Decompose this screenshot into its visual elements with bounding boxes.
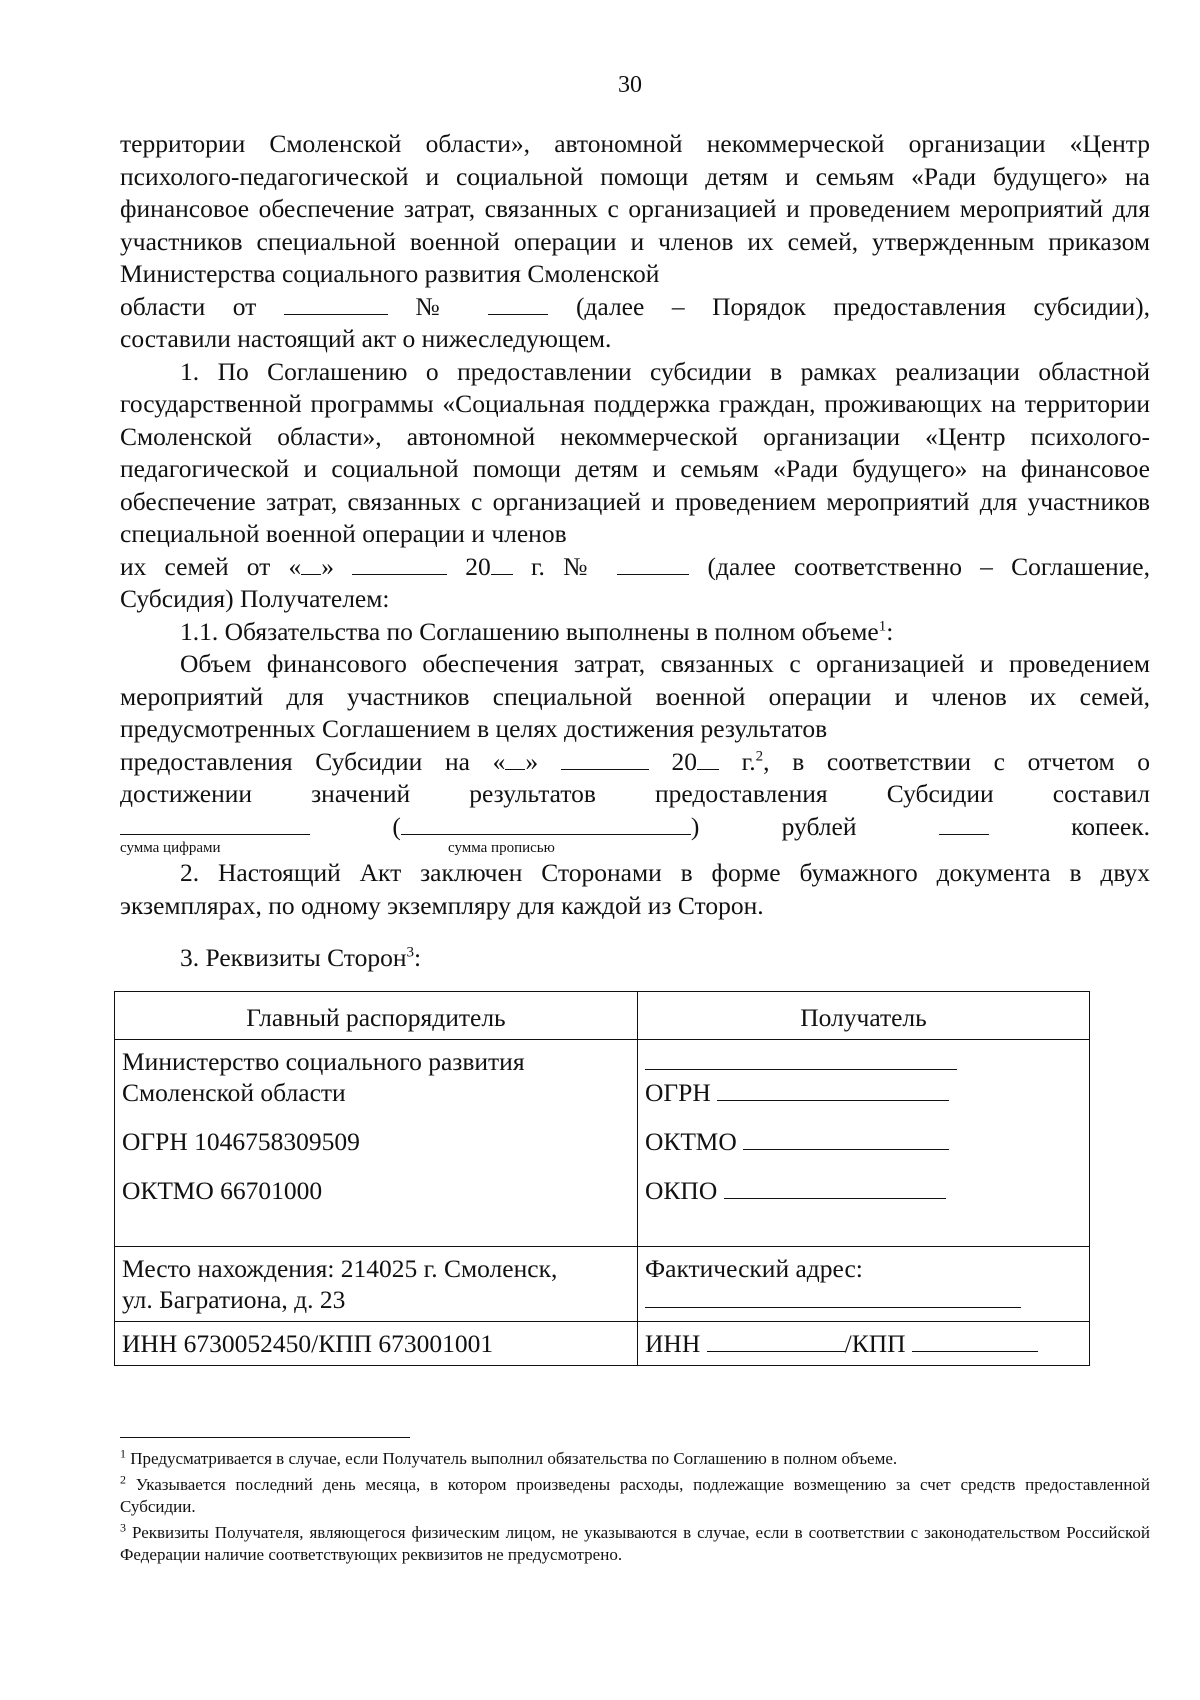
paragraph-1-end: Субсидия) Получателем: bbox=[120, 584, 390, 613]
provision-year-prefix: 20 bbox=[671, 746, 697, 776]
footnote-ref-2[interactable]: 2 bbox=[755, 748, 764, 764]
right-oktmo-line bbox=[645, 1126, 1082, 1157]
left-inn-cell: ИНН 6730052450/КПП 673001001 bbox=[115, 1322, 638, 1366]
left-oktmo: ОКТМО 66701000 bbox=[122, 1176, 323, 1205]
right-inn-cell bbox=[638, 1322, 1090, 1366]
close-paren: ) bbox=[690, 811, 700, 841]
intro-date-line bbox=[120, 291, 1150, 324]
right-okpo-line bbox=[645, 1175, 1082, 1206]
intro-from-label: области от bbox=[120, 291, 257, 321]
right-oktmo-blank[interactable] bbox=[743, 1127, 949, 1150]
footnote-divider bbox=[120, 1437, 410, 1438]
volume-paragraph bbox=[120, 648, 1150, 746]
right-ogrn-label: ОГРН bbox=[645, 1078, 711, 1107]
table-row-address bbox=[115, 1247, 1090, 1322]
paragraph-3-colon: : bbox=[414, 943, 422, 972]
footnote-3 bbox=[120, 1522, 1150, 1566]
volume-text: Объем финансового обеспечения затрат, связанных с организацией и проведением мероприятий для участников специальной военной операции и членов их семей, предусмотренных Соглашением в целях достижения результатов bbox=[120, 649, 1150, 743]
amount-digits-blank[interactable] bbox=[120, 812, 310, 835]
right-identifiers-cell bbox=[638, 1040, 1090, 1247]
open-paren: ( bbox=[392, 811, 401, 841]
intro-end: составили настоящий акт о нижеследующем. bbox=[120, 324, 612, 353]
agreement-date-prefix: их семей от « bbox=[120, 551, 302, 581]
document-body bbox=[120, 128, 1150, 975]
recipient-name-blank[interactable] bbox=[645, 1047, 957, 1070]
footnote-1-number: 1 bbox=[120, 1446, 126, 1461]
left-identifiers-cell bbox=[115, 1040, 638, 1247]
agreement-year-blank[interactable] bbox=[491, 552, 513, 575]
right-okpo-blank[interactable] bbox=[724, 1176, 946, 1199]
recipient-name-line bbox=[645, 1046, 1082, 1077]
kopecks-label: копеек. bbox=[1071, 811, 1150, 841]
paragraph-2: 2. Настоящий Акт заключен Сторонами в форме бумажного документа в двух экземплярах, по одному экземпляру для каждой из Сторон. bbox=[120, 858, 1150, 920]
left-address-cell bbox=[115, 1247, 638, 1322]
footnote-1-text: Предусматривается в случае, если Получатель выполнил обязательства по Соглашению в полном объеме. bbox=[130, 1449, 898, 1468]
paragraph-1-1-colon: : bbox=[886, 616, 894, 646]
right-address-label: Фактический адрес: bbox=[645, 1254, 863, 1283]
footnotes bbox=[120, 1448, 1150, 1570]
kopecks-blank[interactable] bbox=[939, 812, 989, 835]
right-oktmo-label: ОКТМО bbox=[645, 1127, 737, 1156]
right-address-blank[interactable] bbox=[645, 1285, 1021, 1308]
agreement-number-blank[interactable] bbox=[617, 552, 689, 575]
paragraph-3 bbox=[120, 942, 1150, 975]
agreement-day-blank[interactable] bbox=[301, 552, 321, 575]
right-inn-label: ИНН bbox=[645, 1329, 701, 1358]
paragraph-1-1-text: 1.1. Обязательства по Соглашению выполнены в полном объеме bbox=[180, 616, 879, 646]
provision-suffix: , в соответствии с отчетом о bbox=[763, 746, 1151, 776]
right-kpp-label: /КПП bbox=[844, 1329, 906, 1358]
right-kpp-blank[interactable] bbox=[912, 1329, 1038, 1352]
left-address-1: Место нахождения: 214025 г. Смоленск, bbox=[122, 1254, 558, 1283]
paragraph-1 bbox=[120, 356, 1150, 551]
order-number-blank[interactable] bbox=[488, 292, 548, 315]
agreement-year-prefix: 20 bbox=[465, 551, 491, 581]
footnote-3-text: Реквизиты Получателя, являющегося физическим лицом, не указываются в случае, если в соответствии с законодательством Российской Федерации наличие соответствующих реквизитов не предусмотрено. bbox=[120, 1523, 1150, 1564]
right-address-line bbox=[645, 1284, 1082, 1315]
provision-month-blank[interactable] bbox=[561, 747, 649, 770]
left-ogrn: ОГРН 1046758309509 bbox=[122, 1127, 360, 1156]
provision-date-prefix: предоставления Субсидии на « bbox=[120, 746, 506, 776]
intro-paragraph bbox=[120, 128, 1150, 291]
right-inn-blank[interactable] bbox=[707, 1329, 845, 1352]
volume-last-line: достижении значений результатов предоставления Субсидии составил bbox=[120, 779, 1150, 808]
rubles-label: рублей bbox=[781, 811, 857, 841]
right-okpo-label: ОКПО bbox=[645, 1176, 718, 1205]
caption-words: сумма прописью bbox=[448, 840, 555, 856]
agreement-date-quote: » bbox=[321, 551, 334, 581]
amount-captions bbox=[120, 839, 1150, 857]
order-date-blank[interactable] bbox=[284, 292, 388, 315]
footnote-ref-3[interactable]: 3 bbox=[406, 944, 414, 961]
table-header-row bbox=[115, 992, 1090, 1040]
intro-from-suffix: (далее – Порядок предоставления субсидии), bbox=[575, 291, 1150, 321]
requisites-table bbox=[114, 991, 1090, 1366]
footnote-2 bbox=[120, 1474, 1150, 1518]
volume-date-line bbox=[120, 746, 1150, 779]
agreement-number-label: г. № bbox=[530, 551, 600, 581]
table-row-inn bbox=[115, 1322, 1090, 1366]
agreement-date-suffix: (далее соответственно – Соглашение, bbox=[707, 551, 1150, 581]
agreement-month-blank[interactable] bbox=[352, 552, 447, 575]
footnote-2-number: 2 bbox=[120, 1472, 126, 1487]
order-number-sign: № bbox=[415, 291, 461, 321]
provision-year-blank[interactable] bbox=[697, 747, 719, 770]
left-org-name-1: Министерство социального развития bbox=[122, 1047, 525, 1076]
right-ogrn-blank[interactable] bbox=[717, 1078, 949, 1101]
footnote-3-number: 3 bbox=[120, 1520, 126, 1535]
footnote-1 bbox=[120, 1448, 1150, 1470]
right-ogrn-line bbox=[645, 1077, 1082, 1108]
intro-text: территории Смоленской области», автономной некоммерческой организации «Центр психолого-педагогической и социальной помощи детям и семьям «Ради будущего» на финансовое обеспечение затрат, связанных с организацией и проведением мероприятий для участников специальной военной операции и членов их семей, утвержденным приказом Министерства социального развития Смоленской bbox=[120, 129, 1150, 288]
right-address-cell bbox=[638, 1247, 1090, 1322]
paragraph-1-text: 1. По Соглашению о предоставлении субсидии в рамках реализации областной государственной программы «Социальная поддержка граждан, проживающих на территории Смоленской области», автономной некоммерческой организации «Центр психолого-педагогической и социальной помощи детям и семьям «Ради будущего» на финансовое обеспечение затрат, связанных с организацией и проведением мероприятий для участников специальной военной операции и членов bbox=[120, 356, 1150, 548]
page-number: 30 bbox=[618, 72, 642, 98]
header-recipient: Получатель bbox=[638, 992, 1090, 1040]
header-chief-administrator: Главный распорядитель bbox=[115, 992, 638, 1040]
paragraph-3-text: 3. Реквизиты Сторон bbox=[180, 943, 407, 972]
caption-digits: сумма цифрами bbox=[120, 840, 221, 856]
footnote-2-text: Указывается последний день месяца, в котором произведены расходы, подлежащие возмещению за счет средств предоставленной Субсидии. bbox=[120, 1475, 1151, 1516]
provision-year-suffix: г. bbox=[741, 746, 756, 776]
paragraph-1-date-line bbox=[120, 551, 1150, 584]
table-row-identifiers bbox=[115, 1040, 1090, 1247]
amount-words-blank[interactable] bbox=[401, 812, 691, 835]
left-address-2: ул. Багратиона, д. 23 bbox=[122, 1285, 346, 1314]
footnote-ref-1[interactable]: 1 bbox=[878, 618, 887, 634]
provision-day-blank[interactable] bbox=[505, 747, 525, 770]
left-org-name-2: Смоленской области bbox=[122, 1078, 346, 1107]
provision-date-quote: » bbox=[525, 746, 539, 776]
paragraph-1-1 bbox=[120, 616, 1150, 649]
